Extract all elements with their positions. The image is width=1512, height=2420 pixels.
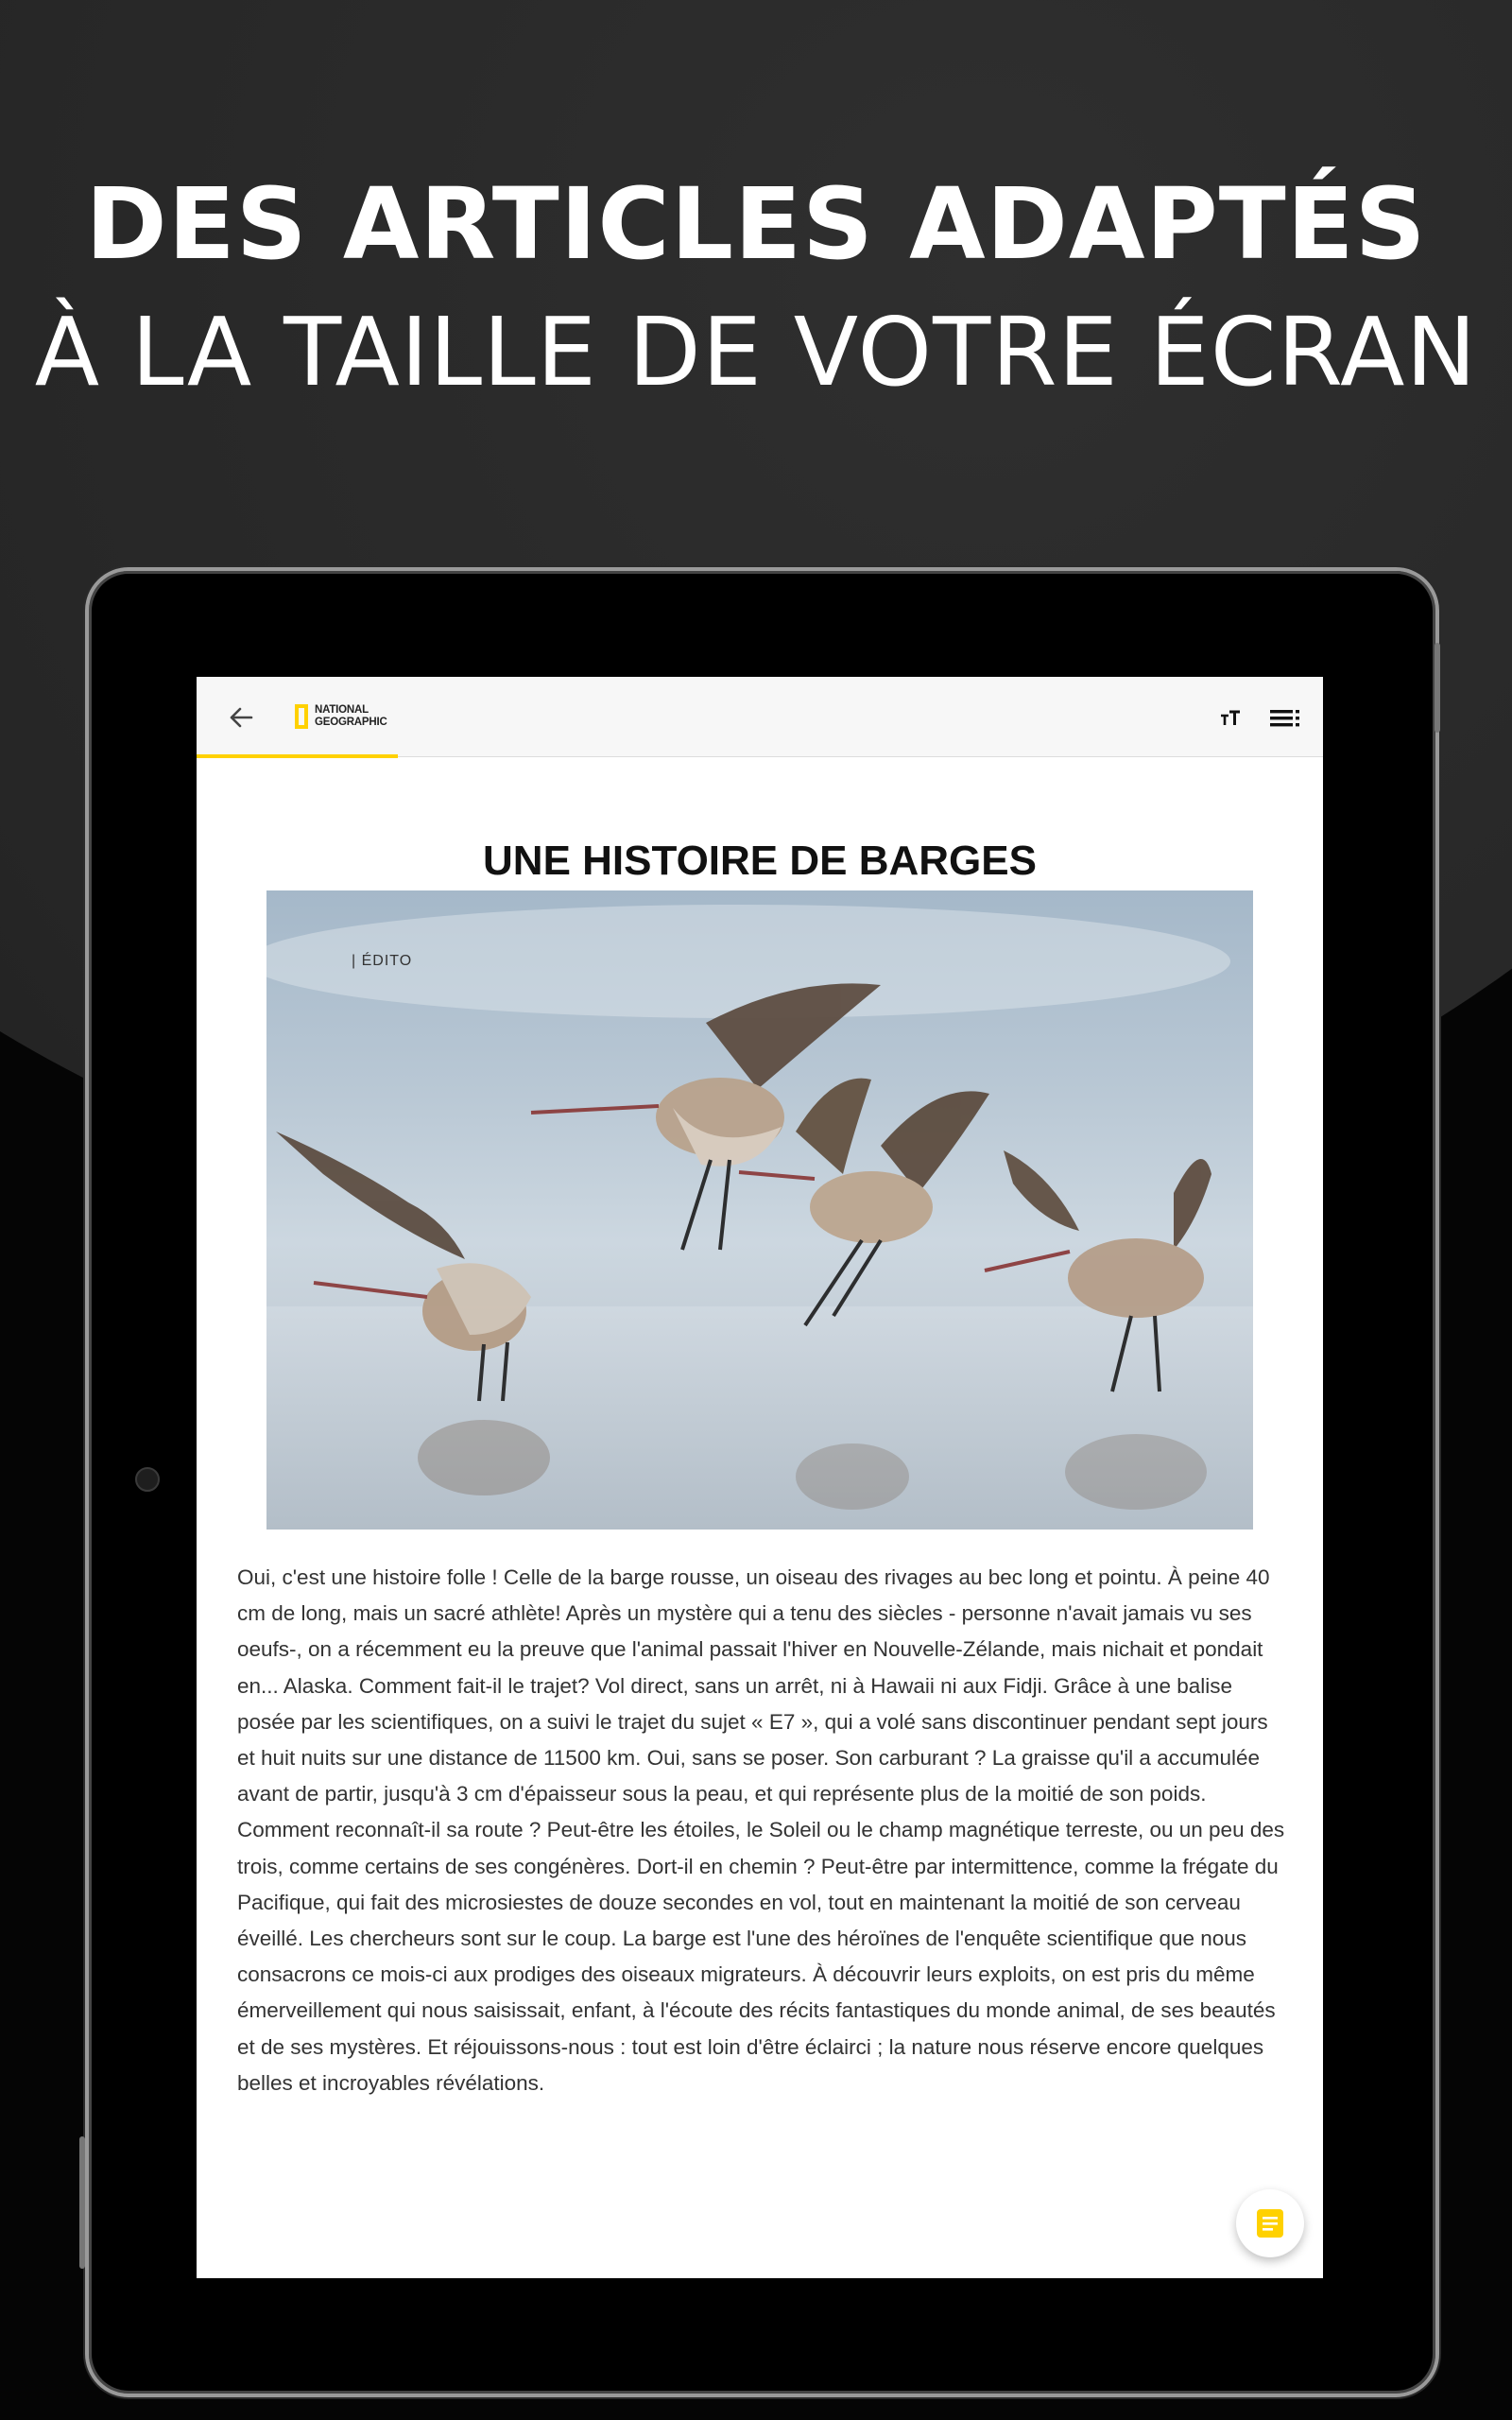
back-button[interactable] xyxy=(225,701,257,734)
app-screen xyxy=(197,677,1323,2278)
photo-caption: | ÉDITO xyxy=(352,953,413,969)
yellow-frame-icon xyxy=(295,704,308,729)
logo-line-1: NATIONAL xyxy=(315,704,369,716)
promo-headline xyxy=(0,165,1512,411)
notes-fab[interactable] xyxy=(1236,2189,1304,2257)
tablet-volume-button xyxy=(1435,643,1440,733)
logo-wordmark xyxy=(315,704,387,729)
national-geographic-logo xyxy=(295,700,387,734)
article-title: UNE HISTOIRE DE BARGES xyxy=(483,838,1037,884)
arrow-left-icon xyxy=(229,707,253,728)
table-of-contents-button[interactable] xyxy=(1266,700,1304,737)
camera-icon xyxy=(135,1467,160,1492)
table-of-contents-icon xyxy=(1269,708,1301,729)
logo-line-2: GEOGRAPHIC xyxy=(315,717,387,728)
reading-progress-bar xyxy=(197,754,398,758)
article-photo xyxy=(266,890,1253,1530)
text-size-button[interactable] xyxy=(1211,700,1249,737)
birds-photo-illustration xyxy=(266,890,1253,1530)
tablet-side-button xyxy=(79,2136,85,2269)
headline-line-1: DES ARTICLES ADAPTÉS xyxy=(85,166,1427,282)
app-bar xyxy=(197,677,1323,757)
app-bar-tools xyxy=(1194,700,1304,737)
headline-line-2: À LA TAILLE DE VOTRE ÉCRAN xyxy=(34,297,1478,407)
article-body: Oui, c'est une histoire folle ! Celle de la barge rousse, un oiseau des rivages au bec long et pointu. À peine 40 cm de long, mais un sacré athlète! Après un mystère qui a tenu des siècles - personne n'avait jamais vu ses oeufs-, on a récemment eu la preuve que l'animal passait l'hiver en Nouvelle-Zélande, mais nichait et pondait en... Alaska. Comment fait-il le trajet? Vol direct, sans un arrêt, ni à Hawaii ni aux Fidji. Grâce à une balise posée par les scientifiques, on a suivi le trajet du sujet « E7 », qui a volé sans discontinuer pendant sept jours et huit nuits sur une distance de 11500 km. Oui, sans se poser. Son carburant ? La graisse qu'il a accumulée avant de partir, jusqu'à 3 cm d'épaisseur sous la peau, et qui représente plus de la moitié de son poids. Comment reconnaît-il sa route ? Peut-être les étoiles, le Soleil ou le champ magnétique terreste, ou un peu des trois, comme certains de ses congénères. Dort-il en chemin ? Peut-être par intermittence, comme la frégate du Pacifique, qui fait des microsiestes de douze secondes en vol, tout en maintenant la moitié de son cerveau éveillé. Les chercheurs sont sur le coup. La barge est l'une des héroïnes de l'enquête scientifique que nous consacrons ce mois-ci aux prodiges des oiseaux migrateurs. À découvrir leurs exploits, on est pris du même émerveillement qui nous saisissait, enfant, à l'écoute des récits fantastiques du monde animal, de ses beautés et de ses mystères. Et réjouissons-nous : tout est loin d'être éclairci ; la nature nous réserve encore quelques belles et incroyables révélations. xyxy=(237,1565,1285,2095)
notes-icon xyxy=(1256,2208,1284,2238)
text-size-icon xyxy=(1219,709,1242,728)
